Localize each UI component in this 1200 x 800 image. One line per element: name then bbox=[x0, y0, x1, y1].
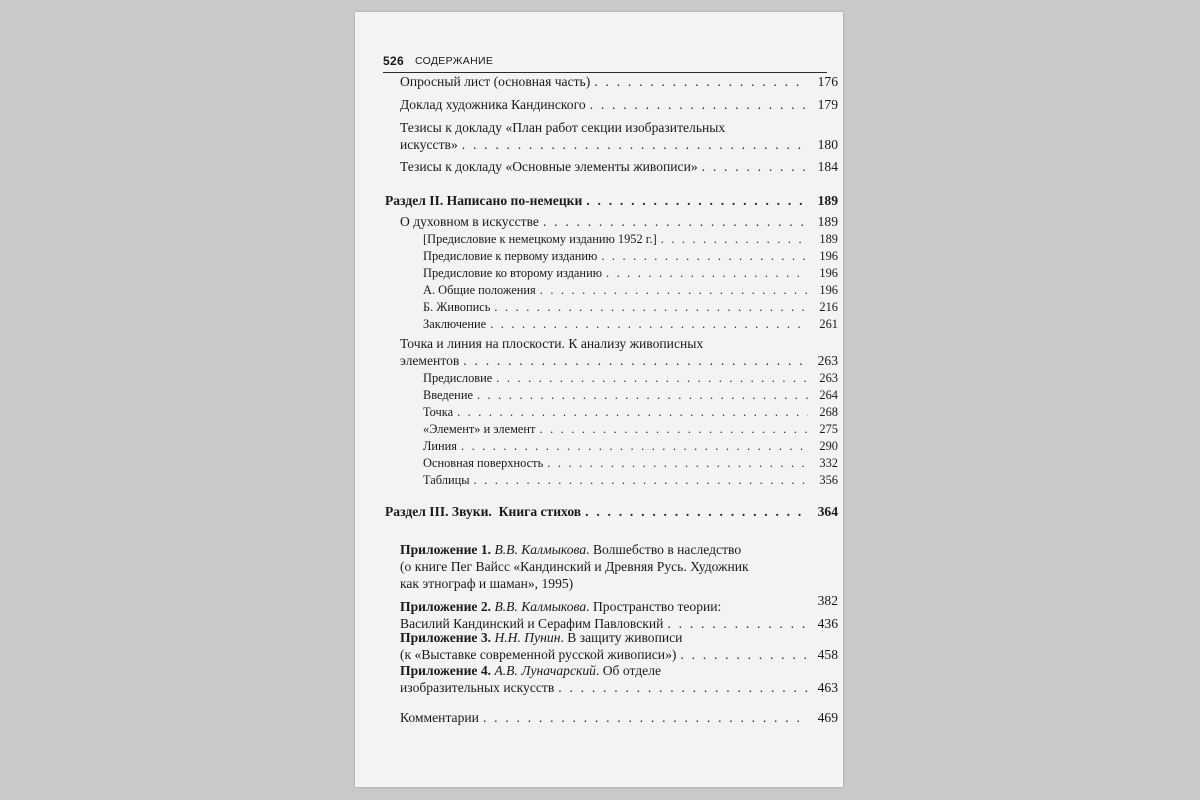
toc-entry-title: Опросный лист (основная часть) bbox=[400, 74, 591, 89]
toc-entry-title: Доклад художника Кандинского bbox=[400, 97, 586, 112]
toc-entry-page: 290 bbox=[819, 439, 838, 453]
toc-entry-line: Волшебство в наследство bbox=[592, 542, 742, 557]
toc-section-heading[interactable] bbox=[385, 503, 838, 520]
toc-entry-title: изобразительных искусств bbox=[400, 680, 555, 695]
toc-entry-page: 216 bbox=[819, 300, 838, 314]
toc-entry-title: Предисловие bbox=[423, 371, 493, 385]
toc-entry-page: 356 bbox=[819, 473, 838, 487]
toc-entry-title: (к «Выставке современной русской живописи») bbox=[400, 647, 677, 662]
toc-entry[interactable] bbox=[400, 335, 838, 369]
toc-entry-title: Василий Кандинский и Серафим Павловский bbox=[400, 616, 664, 631]
toc-entry-page: 179 bbox=[817, 97, 838, 112]
toc-subentry[interactable] bbox=[423, 299, 838, 316]
appendix-label: Приложение 1. bbox=[400, 542, 492, 557]
running-title: СОДЕРЖАНИЕ bbox=[415, 55, 494, 67]
toc-appendix-entry[interactable]: Приложение 4. А.В. Луначарский. Об отделе изобразительных искусств . . . 463 bbox=[400, 662, 838, 696]
toc-subentry[interactable] bbox=[423, 455, 838, 472]
appendix-author: В.В. Калмыкова bbox=[494, 542, 587, 557]
toc-entry-page: 189 bbox=[817, 214, 838, 229]
toc-subentry[interactable] bbox=[423, 370, 838, 387]
toc-subentry[interactable] bbox=[423, 472, 838, 489]
toc-subentry[interactable] bbox=[423, 248, 838, 265]
page-number: 526 bbox=[383, 54, 404, 68]
toc-entry-line: (о книге Пег Вайсс «Кандинский и Древняя Русь. Художник bbox=[400, 559, 749, 574]
toc-entry[interactable] bbox=[400, 73, 838, 90]
toc-entry-title: А. Общие положения bbox=[423, 283, 536, 297]
toc-entry-title: Точка bbox=[423, 405, 454, 419]
toc-entry-page: 189 bbox=[819, 232, 838, 246]
toc-entry-page: 263 bbox=[817, 353, 838, 368]
toc-section-heading[interactable] bbox=[385, 192, 838, 209]
toc-subentry[interactable] bbox=[423, 231, 838, 248]
toc-entry-line: Тезисы к докладу «План работ секции изобразительных bbox=[400, 120, 726, 135]
appendix-author: А.В. Луначарский bbox=[494, 663, 596, 678]
toc-subentry[interactable] bbox=[423, 282, 838, 299]
toc-entry-line: Точка и линия на плоскости. К анализу живописных bbox=[400, 336, 704, 351]
toc-entry-title: Заключение bbox=[423, 317, 487, 331]
toc-subentry[interactable] bbox=[423, 316, 838, 333]
toc-entry-page: 436 bbox=[817, 616, 838, 631]
toc-entry-title: Б. Живопись bbox=[423, 300, 491, 314]
toc-entry-title: Линия bbox=[423, 439, 457, 453]
toc-entry-title: Введение bbox=[423, 388, 473, 402]
toc-subentry[interactable] bbox=[423, 387, 838, 404]
appendix-label: Приложение 4. bbox=[400, 663, 492, 678]
table-of-contents bbox=[355, 12, 843, 787]
toc-entry-title: элементов bbox=[400, 353, 460, 368]
toc-subentry[interactable] bbox=[423, 265, 838, 282]
appendix-author: В.В. Калмыкова bbox=[494, 599, 587, 614]
toc-entry-page: 196 bbox=[819, 266, 838, 280]
toc-entry[interactable] bbox=[400, 96, 838, 113]
toc-entry-title: [Предисловие к немецкому изданию 1952 г.] bbox=[423, 232, 657, 246]
appendix-author: Н.Н. Пунин bbox=[494, 630, 561, 645]
toc-entry-page: 189 bbox=[817, 193, 838, 208]
toc-entry[interactable] bbox=[400, 213, 838, 230]
toc-entry-page: 469 bbox=[817, 710, 838, 725]
appendix-label: Приложение 3. bbox=[400, 630, 492, 645]
toc-entry-title: Предисловие ко второму изданию bbox=[423, 266, 602, 280]
toc-entry-line: В защиту живописи bbox=[567, 630, 683, 645]
toc-entry-title: Комментарии bbox=[400, 710, 479, 725]
toc-entry[interactable] bbox=[400, 709, 838, 726]
toc-entry-page: 458 bbox=[817, 647, 838, 662]
toc-entry-page: 275 bbox=[819, 422, 838, 436]
toc-entry-title: Таблицы bbox=[423, 473, 470, 487]
toc-entry-page: 180 bbox=[817, 137, 838, 152]
toc-entry-title: Основная поверхность bbox=[423, 456, 544, 470]
toc-entry-page: 263 bbox=[819, 371, 838, 385]
toc-appendix-entry[interactable]: Приложение 2. В.В. Калмыкова. Пространство теории: Василий Кандинский и Серафим Павловский . . . 436 bbox=[400, 598, 838, 632]
toc-entry-page: 261 bbox=[819, 317, 838, 331]
toc-entry-page: 463 bbox=[817, 680, 838, 695]
toc-subentry[interactable] bbox=[423, 404, 838, 421]
toc-entry-title: О духовном в искусстве bbox=[400, 214, 539, 229]
toc-entry-page: 332 bbox=[819, 456, 838, 470]
toc-entry-title: Тезисы к докладу «Основные элементы живописи» bbox=[400, 159, 698, 174]
toc-entry-title: Раздел III. Звуки. Книга стихов bbox=[385, 504, 582, 519]
toc-entry-title: «Элемент» и элемент bbox=[423, 422, 536, 436]
book-page bbox=[355, 12, 843, 787]
toc-entry-page: 382 bbox=[817, 593, 838, 608]
toc-entry[interactable] bbox=[400, 119, 838, 153]
toc-entry[interactable] bbox=[400, 158, 838, 175]
toc-entry-page: 264 bbox=[819, 388, 838, 402]
toc-entry-page: 176 bbox=[817, 74, 838, 89]
toc-entry-line: Пространство теории: bbox=[592, 599, 722, 614]
toc-entry-page: 268 bbox=[819, 405, 838, 419]
toc-entry-title: Предисловие к первому изданию bbox=[423, 249, 598, 263]
toc-entry-title: Раздел II. Написано по-немецки bbox=[385, 193, 583, 208]
toc-entry-title: искусств» bbox=[400, 137, 458, 152]
toc-subentry[interactable] bbox=[423, 438, 838, 455]
toc-entry-line: как этнограф и шаман», 1995) bbox=[400, 576, 574, 591]
toc-appendix-entry[interactable]: Приложение 1. В.В. Калмыкова. Волшебство в наследство (о книге Пег Вайсс «Кандинский и Древняя Русь. Художник как этнограф и шаман», 1995) 382 bbox=[400, 542, 838, 608]
toc-entry-page: 196 bbox=[819, 283, 838, 297]
toc-entry-page: 196 bbox=[819, 249, 838, 263]
appendix-label: Приложение 2. bbox=[400, 599, 492, 614]
toc-entry-page: 364 bbox=[817, 504, 838, 519]
toc-entry-line: Об отделе bbox=[602, 663, 662, 678]
toc-entry-page: 184 bbox=[817, 159, 838, 174]
toc-appendix-entry[interactable]: Приложение 3. Н.Н. Пунин. В защиту живописи (к «Выставке современной русской живописи») . . . 458 bbox=[400, 629, 838, 663]
toc-subentry[interactable] bbox=[423, 421, 838, 438]
